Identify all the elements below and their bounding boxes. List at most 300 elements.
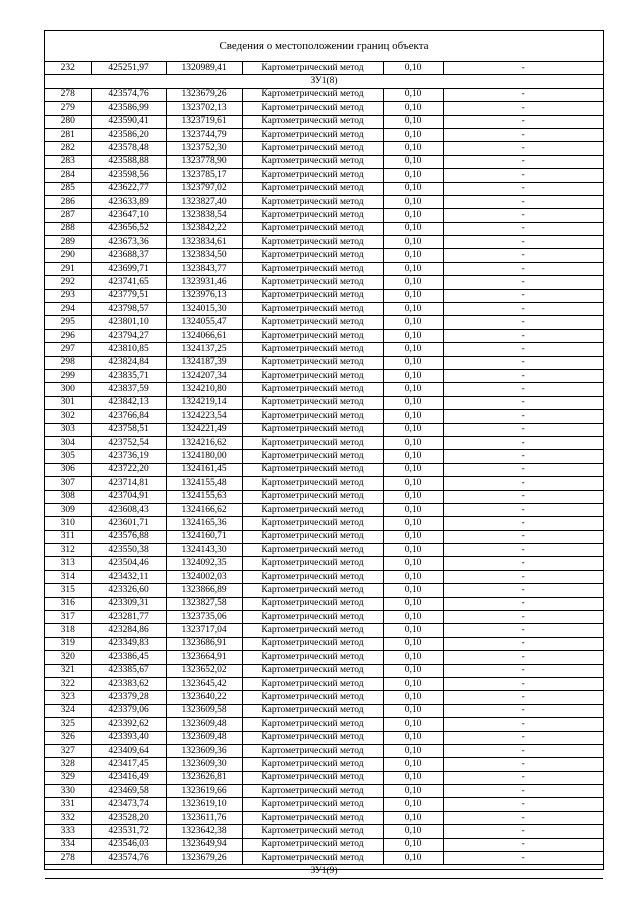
point-number-cell: 294 [45, 303, 91, 316]
description-cell: - [443, 825, 603, 838]
table-row [45, 785, 603, 798]
point-number-cell: 285 [45, 182, 91, 195]
accuracy-cell: 0,10 [383, 718, 443, 731]
method-cell: Картометрический метод [242, 798, 383, 811]
point-number-cell: 288 [45, 222, 91, 235]
point-number-cell: 281 [45, 128, 91, 141]
accuracy-cell: 0,10 [383, 182, 443, 195]
description-cell: - [443, 436, 603, 449]
accuracy-cell: 0,10 [383, 169, 443, 182]
coord-y-cell: 1323679,26 [166, 88, 242, 101]
method-cell: Картометрический метод [242, 785, 383, 798]
method-cell: Картометрический метод [242, 825, 383, 838]
coord-y-cell: 1323645,42 [166, 677, 242, 690]
accuracy-cell: 0,10 [383, 758, 443, 771]
coord-y-cell: 1324160,71 [166, 530, 242, 543]
table-row [45, 637, 603, 650]
method-cell: Картометрический метод [242, 249, 383, 262]
method-cell: Картометрический метод [242, 584, 383, 597]
coord-x-cell: 423714,81 [91, 477, 166, 490]
coord-y-cell: 1323931,46 [166, 276, 242, 289]
method-cell: Картометрический метод [242, 142, 383, 155]
coord-x-cell: 423736,19 [91, 450, 166, 463]
point-number-cell: 333 [45, 825, 91, 838]
accuracy-cell: 0,10 [383, 664, 443, 677]
accuracy-cell: 0,10 [383, 798, 443, 811]
accuracy-cell: 0,10 [383, 637, 443, 650]
description-cell: - [443, 356, 603, 369]
method-cell: Картометрический метод [242, 343, 383, 356]
method-cell: Картометрический метод [242, 436, 383, 449]
method-cell: Картометрический метод [242, 356, 383, 369]
table-row [45, 557, 603, 570]
description-cell: - [443, 852, 603, 865]
accuracy-cell: 0,10 [383, 557, 443, 570]
table-row [45, 356, 603, 369]
coord-y-cell: 1323609,48 [166, 731, 242, 744]
point-number-cell: 282 [45, 142, 91, 155]
table-row [45, 343, 603, 356]
table-row [45, 718, 603, 731]
method-cell: Картометрический метод [242, 195, 383, 208]
accuracy-cell: 0,10 [383, 570, 443, 583]
accuracy-cell: 0,10 [383, 584, 443, 597]
coord-y-cell: 1323838,54 [166, 209, 242, 222]
coord-y-cell: 1324165,36 [166, 517, 242, 530]
point-number-cell: 319 [45, 637, 91, 650]
point-number-cell: 302 [45, 410, 91, 423]
point-number-cell: 299 [45, 369, 91, 382]
method-cell: Картометрический метод [242, 597, 383, 610]
method-cell: Картометрический метод [242, 369, 383, 382]
coord-x-cell: 423758,51 [91, 423, 166, 436]
method-cell: Картометрический метод [242, 88, 383, 101]
point-number-cell: 295 [45, 316, 91, 329]
coord-x-cell: 423835,71 [91, 369, 166, 382]
coord-y-cell: 1324155,63 [166, 490, 242, 503]
point-number-cell: 317 [45, 611, 91, 624]
method-cell: Картометрический метод [242, 450, 383, 463]
accuracy-cell: 0,10 [383, 410, 443, 423]
description-cell: - [443, 785, 603, 798]
method-cell: Картометрический метод [242, 236, 383, 249]
method-cell: Картометрический метод [242, 316, 383, 329]
accuracy-cell: 0,10 [383, 490, 443, 503]
coord-x-cell: 423574,76 [91, 852, 166, 865]
table-row [45, 369, 603, 382]
coord-x-cell: 423281,77 [91, 611, 166, 624]
method-cell: Картометрический метод [242, 811, 383, 824]
table-row [45, 209, 603, 222]
accuracy-cell: 0,10 [383, 195, 443, 208]
point-number-cell: 326 [45, 731, 91, 744]
coord-x-cell: 423469,58 [91, 785, 166, 798]
table-row [45, 744, 603, 757]
section-label: ЗУ1(8) [45, 75, 603, 88]
table-row [45, 450, 603, 463]
section-row [45, 75, 603, 88]
coord-x-cell: 423752,54 [91, 436, 166, 449]
coord-y-cell: 1324187,39 [166, 356, 242, 369]
point-number-cell: 279 [45, 102, 91, 115]
coord-x-cell: 423504,46 [91, 557, 166, 570]
coord-x-cell: 423798,57 [91, 303, 166, 316]
point-number-cell: 283 [45, 155, 91, 168]
accuracy-cell: 0,10 [383, 329, 443, 342]
accuracy-cell: 0,10 [383, 597, 443, 610]
table-row [45, 798, 603, 811]
table-row [45, 102, 603, 115]
point-number-cell: 327 [45, 744, 91, 757]
method-cell: Картометрический метод [242, 611, 383, 624]
description-cell: - [443, 289, 603, 302]
table-row [45, 758, 603, 771]
accuracy-cell: 0,10 [383, 503, 443, 516]
coord-y-cell: 1323609,58 [166, 704, 242, 717]
method-cell: Картометрический метод [242, 677, 383, 690]
point-number-cell: 330 [45, 785, 91, 798]
table-row [45, 62, 603, 75]
method-cell: Картометрический метод [242, 209, 383, 222]
coord-x-cell: 423633,89 [91, 195, 166, 208]
accuracy-cell: 0,10 [383, 343, 443, 356]
point-number-cell: 280 [45, 115, 91, 128]
coord-x-cell: 423531,72 [91, 825, 166, 838]
coord-y-cell: 1323785,17 [166, 169, 242, 182]
accuracy-cell: 0,10 [383, 838, 443, 851]
method-cell: Картометрический метод [242, 276, 383, 289]
method-cell: Картометрический метод [242, 718, 383, 731]
point-number-cell: 293 [45, 289, 91, 302]
description-cell: - [443, 410, 603, 423]
accuracy-cell: 0,10 [383, 155, 443, 168]
method-cell: Картометрический метод [242, 744, 383, 757]
method-cell: Картометрический метод [242, 423, 383, 436]
description-cell: - [443, 624, 603, 637]
coord-x-cell: 423379,28 [91, 691, 166, 704]
accuracy-cell: 0,10 [383, 276, 443, 289]
coord-y-cell: 1323843,77 [166, 262, 242, 275]
method-cell: Картометрический метод [242, 637, 383, 650]
description-cell: - [443, 477, 603, 490]
coord-x-cell: 423586,20 [91, 128, 166, 141]
accuracy-cell: 0,10 [383, 436, 443, 449]
description-cell: - [443, 303, 603, 316]
coord-y-cell: 1323842,22 [166, 222, 242, 235]
point-number-cell: 308 [45, 490, 91, 503]
table-row [45, 517, 603, 530]
accuracy-cell: 0,10 [383, 115, 443, 128]
coord-y-cell: 1324092,35 [166, 557, 242, 570]
coord-y-cell: 1324210,80 [166, 383, 242, 396]
method-cell: Картометрический метод [242, 329, 383, 342]
coord-y-cell: 1323611,76 [166, 811, 242, 824]
coord-y-cell: 1323866,89 [166, 584, 242, 597]
point-number-cell: 309 [45, 503, 91, 516]
coord-y-cell: 1323735,06 [166, 611, 242, 624]
document-frame [44, 30, 604, 877]
accuracy-cell: 0,10 [383, 316, 443, 329]
coord-y-cell: 1324155,48 [166, 477, 242, 490]
method-cell: Картометрический метод [242, 62, 383, 75]
accuracy-cell: 0,10 [383, 704, 443, 717]
coord-y-cell: 1323626,81 [166, 771, 242, 784]
table-row [45, 677, 603, 690]
accuracy-cell: 0,10 [383, 611, 443, 624]
coord-y-cell: 1323702,13 [166, 102, 242, 115]
accuracy-cell: 0,10 [383, 262, 443, 275]
table-row [45, 691, 603, 704]
coord-y-cell: 1324137,25 [166, 343, 242, 356]
coord-y-cell: 1324221,49 [166, 423, 242, 436]
table-row [45, 477, 603, 490]
method-cell: Картометрический метод [242, 503, 383, 516]
coord-x-cell: 423383,62 [91, 677, 166, 690]
table-row [45, 169, 603, 182]
description-cell: - [443, 731, 603, 744]
coord-y-cell: 1323679,26 [166, 852, 242, 865]
point-number-cell: 331 [45, 798, 91, 811]
point-number-cell: 324 [45, 704, 91, 717]
table-row [45, 182, 603, 195]
table-row [45, 155, 603, 168]
point-number-cell: 278 [45, 88, 91, 101]
coord-y-cell: 1323719,61 [166, 115, 242, 128]
section-label: ЗУ1(9) [45, 865, 603, 878]
accuracy-cell: 0,10 [383, 249, 443, 262]
coord-y-cell: 1323640,22 [166, 691, 242, 704]
point-number-cell: 322 [45, 677, 91, 690]
accuracy-cell: 0,10 [383, 852, 443, 865]
description-cell: - [443, 637, 603, 650]
table-row [45, 838, 603, 851]
coord-y-cell: 1324143,30 [166, 544, 242, 557]
accuracy-cell: 0,10 [383, 450, 443, 463]
coordinates-table [45, 62, 603, 879]
point-number-cell: 320 [45, 651, 91, 664]
table-row [45, 544, 603, 557]
point-number-cell: 307 [45, 477, 91, 490]
description-cell: - [443, 530, 603, 543]
point-number-cell: 334 [45, 838, 91, 851]
coord-x-cell: 423576,88 [91, 530, 166, 543]
method-cell: Картометрический метод [242, 624, 383, 637]
table-row [45, 704, 603, 717]
coord-x-cell: 423699,71 [91, 262, 166, 275]
coord-y-cell: 1324207,34 [166, 369, 242, 382]
description-cell: - [443, 664, 603, 677]
document-title: Сведения о местоположении границ объекта [45, 31, 603, 62]
table-row [45, 142, 603, 155]
accuracy-cell: 0,10 [383, 128, 443, 141]
table-row [45, 811, 603, 824]
description-cell: - [443, 651, 603, 664]
description-cell: - [443, 383, 603, 396]
coord-x-cell: 423550,38 [91, 544, 166, 557]
description-cell: - [443, 236, 603, 249]
coord-x-cell: 423601,71 [91, 517, 166, 530]
table-row [45, 262, 603, 275]
accuracy-cell: 0,10 [383, 771, 443, 784]
description-cell: - [443, 423, 603, 436]
coord-x-cell: 423586,99 [91, 102, 166, 115]
point-number-cell: 284 [45, 169, 91, 182]
coord-x-cell: 423688,37 [91, 249, 166, 262]
coord-x-cell: 423801,10 [91, 316, 166, 329]
table-row [45, 825, 603, 838]
method-cell: Картометрический метод [242, 477, 383, 490]
table-row [45, 329, 603, 342]
method-cell: Картометрический метод [242, 128, 383, 141]
point-number-cell: 278 [45, 852, 91, 865]
table-row [45, 731, 603, 744]
coord-y-cell: 1323834,50 [166, 249, 242, 262]
point-number-cell: 291 [45, 262, 91, 275]
table-row [45, 276, 603, 289]
coord-y-cell: 1323744,79 [166, 128, 242, 141]
table-row [45, 490, 603, 503]
coord-x-cell: 423673,36 [91, 236, 166, 249]
accuracy-cell: 0,10 [383, 811, 443, 824]
description-cell: - [443, 597, 603, 610]
table-row [45, 222, 603, 235]
accuracy-cell: 0,10 [383, 356, 443, 369]
coord-y-cell: 1324180,00 [166, 450, 242, 463]
description-cell: - [443, 222, 603, 235]
coord-x-cell: 423598,56 [91, 169, 166, 182]
coord-x-cell: 423309,31 [91, 597, 166, 610]
coord-x-cell: 423741,65 [91, 276, 166, 289]
coord-y-cell: 1324219,14 [166, 396, 242, 409]
point-number-cell: 315 [45, 584, 91, 597]
coord-y-cell: 1324055,47 [166, 316, 242, 329]
method-cell: Картометрический метод [242, 704, 383, 717]
method-cell: Картометрический метод [242, 169, 383, 182]
table-row [45, 128, 603, 141]
accuracy-cell: 0,10 [383, 62, 443, 75]
coord-y-cell: 1323664,91 [166, 651, 242, 664]
method-cell: Картометрический метод [242, 758, 383, 771]
method-cell: Картометрический метод [242, 222, 383, 235]
coord-x-cell: 423432,11 [91, 570, 166, 583]
coord-x-cell: 423810,85 [91, 343, 166, 356]
coord-x-cell: 423284,86 [91, 624, 166, 637]
coord-y-cell: 1323976,13 [166, 289, 242, 302]
coord-y-cell: 1323649,94 [166, 838, 242, 851]
method-cell: Картометрический метод [242, 102, 383, 115]
method-cell: Картометрический метод [242, 544, 383, 557]
point-number-cell: 312 [45, 544, 91, 557]
accuracy-cell: 0,10 [383, 731, 443, 744]
description-cell: - [443, 744, 603, 757]
table-row [45, 503, 603, 516]
method-cell: Картометрический метод [242, 115, 383, 128]
table-row [45, 651, 603, 664]
point-number-cell: 311 [45, 530, 91, 543]
point-number-cell: 329 [45, 771, 91, 784]
description-cell: - [443, 396, 603, 409]
coord-y-cell: 1324166,62 [166, 503, 242, 516]
accuracy-cell: 0,10 [383, 209, 443, 222]
coord-x-cell: 423349,83 [91, 637, 166, 650]
description-cell: - [443, 838, 603, 851]
description-cell: - [443, 718, 603, 731]
point-number-cell: 298 [45, 356, 91, 369]
point-number-cell: 301 [45, 396, 91, 409]
coord-x-cell: 423392,62 [91, 718, 166, 731]
table-row [45, 584, 603, 597]
section-row [45, 865, 603, 878]
coord-x-cell: 423473,74 [91, 798, 166, 811]
description-cell: - [443, 88, 603, 101]
coord-y-cell: 1323797,02 [166, 182, 242, 195]
method-cell: Картометрический метод [242, 303, 383, 316]
accuracy-cell: 0,10 [383, 624, 443, 637]
description-cell: - [443, 343, 603, 356]
accuracy-cell: 0,10 [383, 236, 443, 249]
method-cell: Картометрический метод [242, 463, 383, 476]
coord-x-cell: 423590,41 [91, 115, 166, 128]
method-cell: Картометрический метод [242, 731, 383, 744]
point-number-cell: 313 [45, 557, 91, 570]
description-cell: - [443, 276, 603, 289]
description-cell: - [443, 771, 603, 784]
coord-x-cell: 423647,10 [91, 209, 166, 222]
coord-y-cell: 1323642,38 [166, 825, 242, 838]
coord-x-cell: 423546,03 [91, 838, 166, 851]
point-number-cell: 289 [45, 236, 91, 249]
description-cell: - [443, 369, 603, 382]
method-cell: Картометрический метод [242, 262, 383, 275]
description-cell: - [443, 128, 603, 141]
coord-y-cell: 1323652,02 [166, 664, 242, 677]
description-cell: - [443, 557, 603, 570]
coord-x-cell: 423722,20 [91, 463, 166, 476]
coord-y-cell: 1324161,45 [166, 463, 242, 476]
table-row [45, 597, 603, 610]
description-cell: - [443, 704, 603, 717]
method-cell: Картометрический метод [242, 383, 383, 396]
coord-y-cell: 1324216,62 [166, 436, 242, 449]
table-row [45, 436, 603, 449]
description-cell: - [443, 262, 603, 275]
point-number-cell: 321 [45, 664, 91, 677]
method-cell: Картометрический метод [242, 651, 383, 664]
coord-y-cell: 1324066,61 [166, 329, 242, 342]
coord-y-cell: 1324015,30 [166, 303, 242, 316]
point-number-cell: 296 [45, 329, 91, 342]
point-number-cell: 316 [45, 597, 91, 610]
coord-x-cell: 423779,51 [91, 289, 166, 302]
accuracy-cell: 0,10 [383, 544, 443, 557]
coord-x-cell: 423794,27 [91, 329, 166, 342]
table-row [45, 383, 603, 396]
table-row [45, 570, 603, 583]
point-number-cell: 292 [45, 276, 91, 289]
description-cell: - [443, 570, 603, 583]
accuracy-cell: 0,10 [383, 142, 443, 155]
table-row [45, 195, 603, 208]
description-cell: - [443, 544, 603, 557]
description-cell: - [443, 316, 603, 329]
accuracy-cell: 0,10 [383, 651, 443, 664]
description-cell: - [443, 798, 603, 811]
method-cell: Картометрический метод [242, 852, 383, 865]
table-row [45, 664, 603, 677]
point-number-cell: 300 [45, 383, 91, 396]
accuracy-cell: 0,10 [383, 691, 443, 704]
coord-y-cell: 1323619,10 [166, 798, 242, 811]
